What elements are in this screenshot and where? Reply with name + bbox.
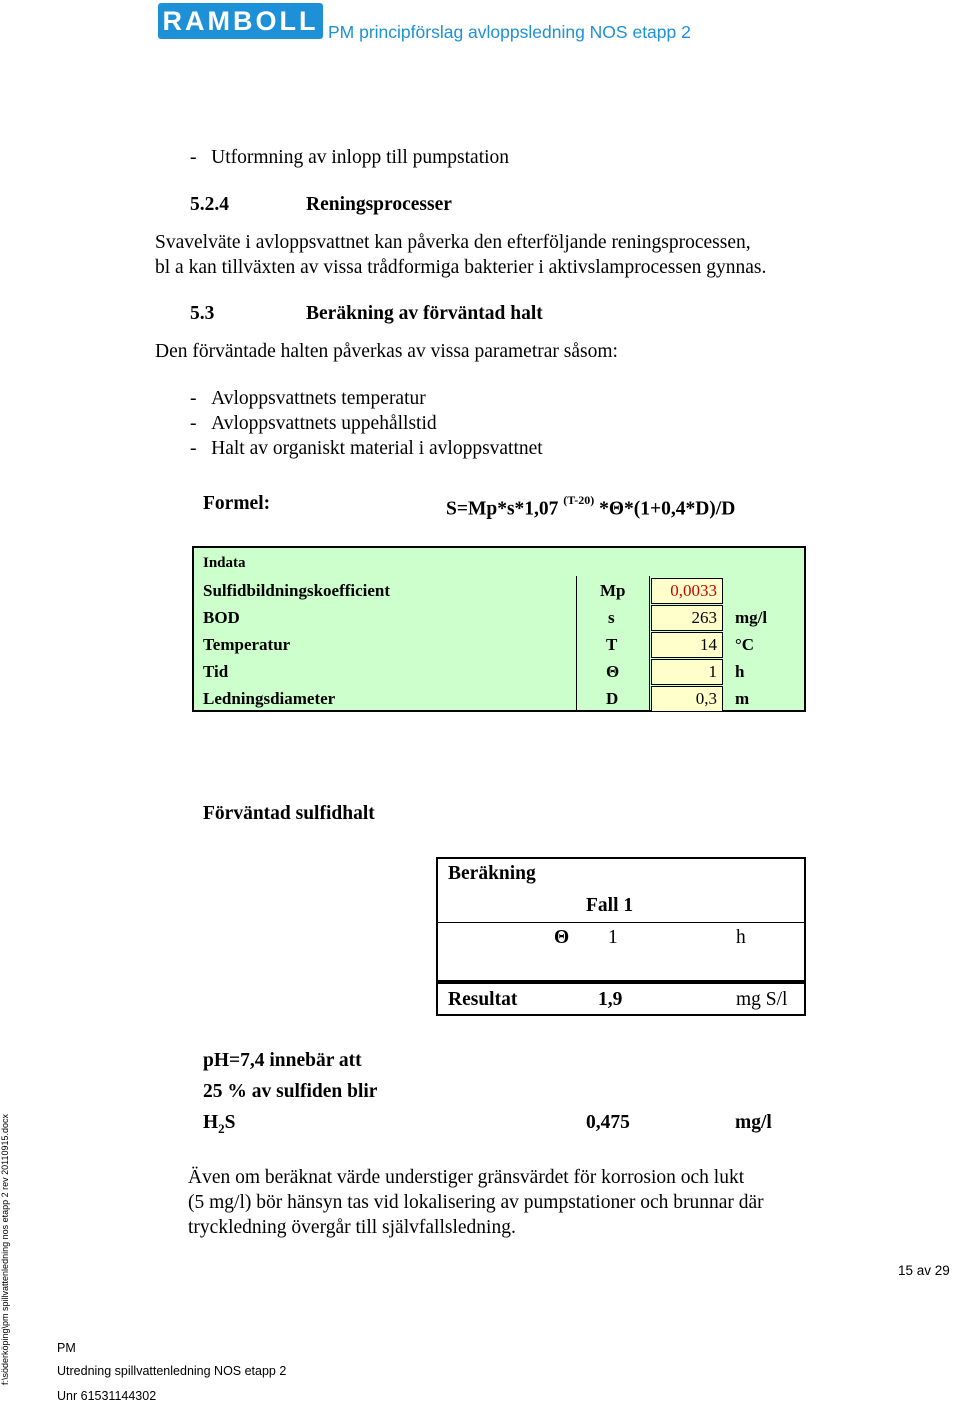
list-item: - Avloppsvattnets temperatur xyxy=(190,388,426,409)
ph-line: pH=7,4 innebär att xyxy=(203,1050,362,1071)
paragraph: Den förväntade halten påverkas av vissa parametrar såsom: xyxy=(155,341,618,362)
table-row-unit: °C xyxy=(735,635,755,654)
section-title: Beräkning av förväntad halt xyxy=(306,303,543,324)
table-row-value: 1 xyxy=(651,659,723,685)
footer-number: Unr 61531144302 xyxy=(57,1389,157,1403)
paragraph-line: (5 mg/l) bör hänsyn tas vid lokalisering av pumpstationer och brunnar där xyxy=(188,1192,764,1213)
table-row-value: 0,0033 xyxy=(651,578,723,604)
section-title: Reningsprocesser xyxy=(306,194,452,215)
h2s-value: 0,475 xyxy=(586,1112,630,1133)
h2s-formula: $H_2S$ xyxy=(203,1112,236,1136)
theta-unit: h xyxy=(736,927,746,948)
page-number: 15 av 29 xyxy=(898,1263,950,1278)
result-row xyxy=(436,982,806,1016)
list-item: - Avloppsvattnets uppehållstid xyxy=(190,413,437,434)
table-row-value: 14 xyxy=(651,632,723,658)
paragraph-line: Svavelväte i avloppsvattnet kan påverka den efterföljande reningsprocessen, xyxy=(155,232,751,253)
table-row-unit: m xyxy=(735,689,750,708)
indata-table xyxy=(192,546,806,712)
ramboll-logo: RAMBOLL xyxy=(158,3,323,39)
ph-line: 25 % av sulfiden blir xyxy=(203,1081,378,1102)
calculation-title: Beräkning xyxy=(448,863,536,884)
table-row-symbol: T xyxy=(606,635,618,654)
table-row-unit: h xyxy=(735,662,745,681)
table-row-label: Tid xyxy=(203,662,229,681)
table-row-symbol: s xyxy=(608,608,615,627)
table-row-symbol: Mp xyxy=(600,581,626,600)
result-label: Resultat xyxy=(448,989,518,1010)
table-row-symbol: D xyxy=(606,689,619,708)
paragraph-line: bl a kan tillväxten av vissa trådformiga bakterier i aktivslamprocessen gynnas. xyxy=(155,257,767,278)
h2s-unit: mg/l xyxy=(735,1112,772,1133)
document-title: PM principförslag avloppsledning NOS etapp 2 xyxy=(328,22,691,42)
table-row-label: Temperatur xyxy=(203,635,291,654)
table-row-unit: mg/l xyxy=(735,608,768,627)
list-item: - Utformning av inlopp till pumpstation xyxy=(190,147,510,168)
table-row-label: Sulfidbildningskoefficient xyxy=(203,581,391,600)
footer-project: Utredning spillvattenledning NOS etapp 2 xyxy=(57,1364,287,1378)
formula-label: Formel: xyxy=(203,493,271,514)
table-row-label: BOD xyxy=(203,608,240,627)
section-number: 5.2.4 xyxy=(190,194,229,215)
file-path: f:\söderköping\pm spillvattenledning nos etapp 2 rev 20110915.docx xyxy=(0,1113,10,1385)
result-value: 1,9 xyxy=(598,989,623,1010)
indata-header: Indata xyxy=(203,555,246,571)
paragraph-line: tryckledning övergår till självfallsledning. xyxy=(188,1217,516,1238)
paragraph-line: Även om beräknat värde understiger gränsvärdet för korrosion och lukt xyxy=(188,1167,745,1188)
result-heading: Förväntad sulfidhalt xyxy=(203,803,375,824)
calculation-box xyxy=(436,857,806,982)
case-label: Fall 1 xyxy=(586,895,634,916)
theta-symbol: Θ xyxy=(554,927,570,948)
formula: S=Mp*s*1,07 $^{(T-20)}$ *Θ*(1+0,4*D)/D xyxy=(446,493,736,520)
result-unit: mg S/l xyxy=(736,989,788,1010)
table-row-value: 0,3 xyxy=(651,686,723,712)
table-row-value: 263 xyxy=(651,605,723,631)
footer-doc-type: PM xyxy=(57,1341,76,1355)
list-item: - Halt av organiskt material i avloppsvattnet xyxy=(190,438,543,459)
theta-value: 1 xyxy=(608,927,618,948)
section-number: 5.3 xyxy=(190,303,215,324)
table-row-label: Ledningsdiameter xyxy=(203,689,336,708)
table-row-symbol: Θ xyxy=(606,662,620,681)
